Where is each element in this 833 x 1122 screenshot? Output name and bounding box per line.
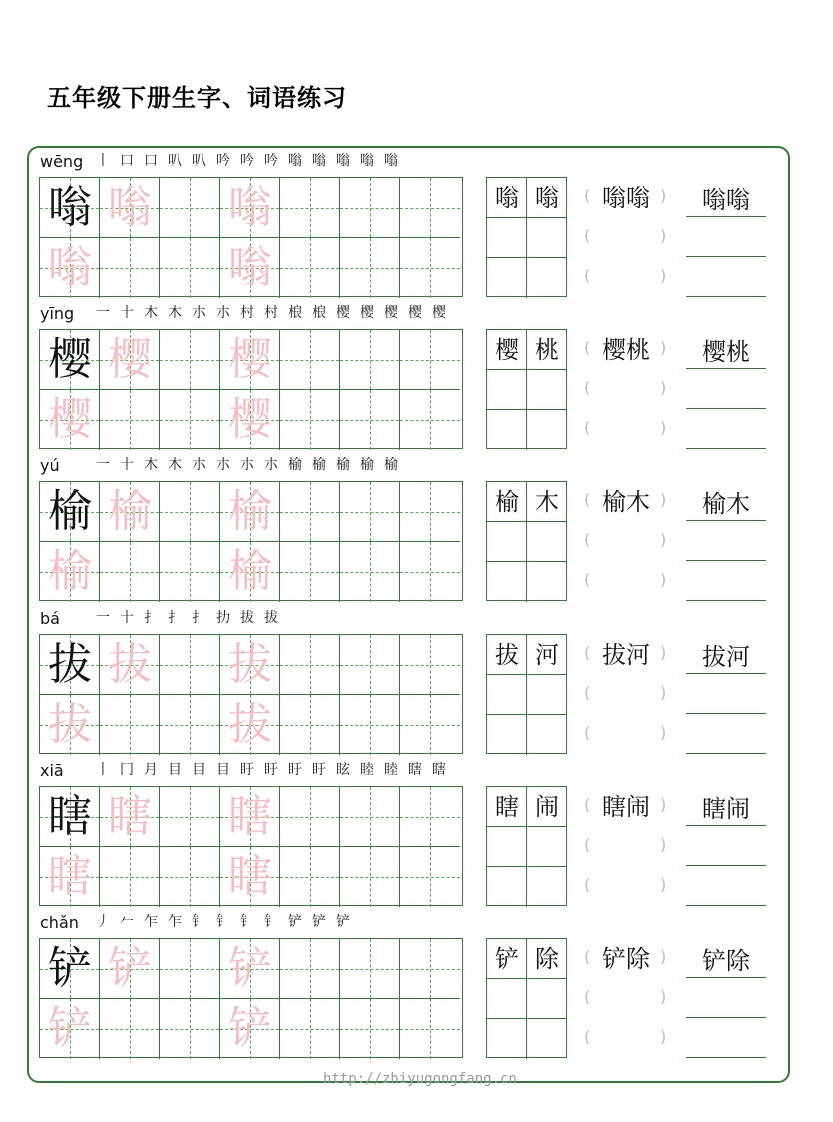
grid-cell[interactable] bbox=[400, 542, 460, 602]
grid-cell[interactable] bbox=[160, 635, 220, 695]
paren-close: ) bbox=[660, 570, 667, 589]
grid-cell[interactable] bbox=[160, 238, 220, 298]
model-char: 嗡 bbox=[48, 182, 92, 233]
word-cell[interactable] bbox=[527, 370, 567, 410]
grid-cell[interactable] bbox=[100, 847, 160, 907]
grid-cell[interactable] bbox=[100, 238, 160, 298]
stroke-step: 叭 bbox=[168, 153, 182, 169]
paren-close: ) bbox=[660, 378, 667, 397]
paren-open: ( bbox=[584, 338, 591, 357]
paren-close: ) bbox=[660, 490, 667, 509]
grid-cell[interactable] bbox=[280, 939, 340, 999]
paren-close: ) bbox=[660, 795, 667, 814]
trace-char: 拔 bbox=[228, 639, 272, 690]
answer-line[interactable] bbox=[686, 296, 766, 297]
word-cell[interactable] bbox=[527, 410, 567, 450]
paren-close: ) bbox=[660, 835, 667, 854]
stroke-step: 桹 bbox=[312, 305, 326, 321]
pinyin-label: chǎn bbox=[40, 913, 79, 932]
stroke-step: 拔 bbox=[264, 610, 278, 626]
model-char: 瞎 bbox=[48, 791, 92, 842]
answer-line[interactable] bbox=[686, 865, 766, 866]
stroke-order bbox=[92, 912, 354, 932]
stroke-step: 朩 bbox=[192, 457, 206, 473]
paren-open: ( bbox=[584, 1027, 591, 1046]
stroke-step: 钅 bbox=[264, 914, 278, 930]
word-grid[interactable] bbox=[486, 481, 567, 601]
grid-cell[interactable] bbox=[340, 542, 400, 602]
grid-cell[interactable] bbox=[340, 999, 400, 1059]
bracket-word: 铲除 bbox=[602, 945, 650, 973]
trace-char: 瞎 bbox=[228, 791, 272, 842]
answer-line[interactable] bbox=[686, 977, 766, 978]
grid-cell[interactable] bbox=[160, 847, 220, 907]
paren-close: ) bbox=[660, 987, 667, 1006]
answer-line[interactable] bbox=[686, 600, 766, 601]
grid-cell[interactable] bbox=[340, 847, 400, 907]
word-cell[interactable] bbox=[527, 867, 567, 907]
trace-char: 榆 bbox=[108, 486, 152, 537]
underline-word: 樱桃 bbox=[702, 338, 750, 366]
stroke-step: 盱 bbox=[312, 762, 326, 778]
grid-cell[interactable] bbox=[400, 635, 460, 695]
stroke-step: 榆 bbox=[312, 457, 326, 473]
stroke-step: 目 bbox=[216, 762, 230, 778]
word-char: 樱 bbox=[495, 336, 519, 364]
grid-cell[interactable] bbox=[340, 390, 400, 450]
trace-char: 铲 bbox=[228, 943, 272, 994]
stroke-step: 扌 bbox=[144, 610, 158, 626]
stroke-step: 嗡 bbox=[384, 153, 398, 169]
bracket-word: 瞎闹 bbox=[602, 793, 650, 821]
answer-line[interactable] bbox=[686, 256, 766, 257]
pinyin-label: yú bbox=[40, 456, 60, 475]
grid-cell[interactable] bbox=[280, 847, 340, 907]
model-char: 拔 bbox=[48, 639, 92, 690]
stroke-order bbox=[92, 760, 450, 780]
model-char: 铲 bbox=[48, 943, 92, 994]
stroke-step: 睦 bbox=[360, 762, 374, 778]
word-cell[interactable] bbox=[527, 715, 567, 755]
stroke-step: 钅 bbox=[216, 914, 230, 930]
stroke-step: 村 bbox=[264, 305, 278, 321]
writing-grid[interactable] bbox=[39, 481, 463, 601]
grid-cell[interactable] bbox=[160, 542, 220, 602]
pinyin-label: xiā bbox=[40, 761, 64, 780]
stroke-step: 朩 bbox=[216, 457, 230, 473]
stroke-step: 丨 bbox=[96, 153, 110, 169]
grid-cell[interactable] bbox=[400, 999, 460, 1059]
stroke-order bbox=[92, 455, 402, 475]
stroke-step: 目 bbox=[168, 762, 182, 778]
word-cell[interactable] bbox=[527, 258, 567, 298]
stroke-step: 盱 bbox=[264, 762, 278, 778]
underline-word: 铲除 bbox=[702, 947, 750, 975]
grid-cell[interactable] bbox=[280, 635, 340, 695]
stroke-step: 樱 bbox=[384, 305, 398, 321]
word-grid[interactable] bbox=[486, 634, 567, 754]
grid-cell[interactable] bbox=[160, 178, 220, 238]
stroke-step: 钅 bbox=[192, 914, 206, 930]
stroke-step: 榆 bbox=[288, 457, 302, 473]
stroke-step: 十 bbox=[120, 610, 134, 626]
stroke-step: 村 bbox=[240, 305, 254, 321]
grid-cell[interactable] bbox=[340, 695, 400, 755]
trace-char: 嗡 bbox=[48, 242, 92, 293]
grid-cell[interactable] bbox=[340, 787, 400, 847]
word-char: 瞎 bbox=[495, 793, 519, 821]
grid-cell[interactable] bbox=[160, 330, 220, 390]
stroke-step: 桹 bbox=[288, 305, 302, 321]
paren-open: ( bbox=[584, 378, 591, 397]
word-grid[interactable] bbox=[486, 786, 567, 906]
stroke-step: 一 bbox=[96, 305, 110, 321]
grid-cell[interactable] bbox=[400, 939, 460, 999]
stroke-step: 木 bbox=[168, 457, 182, 473]
stroke-step: 叭 bbox=[192, 153, 206, 169]
grid-cell[interactable] bbox=[400, 695, 460, 755]
trace-char: 樱 bbox=[48, 394, 92, 445]
word-char: 铲 bbox=[495, 945, 519, 973]
paren-close: ) bbox=[660, 947, 667, 966]
word-cell[interactable] bbox=[487, 522, 527, 562]
pinyin-label: wēng bbox=[40, 152, 84, 171]
underline-word: 瞎闹 bbox=[702, 795, 750, 823]
paren-open: ( bbox=[584, 875, 591, 894]
word-cell[interactable] bbox=[487, 370, 527, 410]
trace-char: 铲 bbox=[48, 1003, 92, 1054]
stroke-step: 朩 bbox=[240, 457, 254, 473]
answer-line[interactable] bbox=[686, 825, 766, 826]
grid-cell[interactable] bbox=[100, 999, 160, 1059]
word-cell[interactable] bbox=[487, 867, 527, 907]
grid-cell[interactable] bbox=[400, 847, 460, 907]
paren-open: ( bbox=[584, 683, 591, 702]
answer-line[interactable] bbox=[686, 713, 766, 714]
trace-char: 榆 bbox=[228, 546, 272, 597]
stroke-step: 朩 bbox=[192, 305, 206, 321]
char-section bbox=[0, 300, 833, 452]
word-cell[interactable] bbox=[487, 827, 527, 867]
stroke-step: 𠂉 bbox=[120, 914, 134, 930]
paren-close: ) bbox=[660, 683, 667, 702]
word-cell[interactable] bbox=[527, 979, 567, 1019]
stroke-step: 拔 bbox=[240, 610, 254, 626]
stroke-step: 一 bbox=[96, 457, 110, 473]
char-section bbox=[0, 909, 833, 1061]
word-cell[interactable] bbox=[527, 562, 567, 602]
writing-grid[interactable] bbox=[39, 786, 463, 906]
trace-char: 榆 bbox=[228, 486, 272, 537]
stroke-step: 嗡 bbox=[336, 153, 350, 169]
bracket-word: 拔河 bbox=[602, 641, 650, 669]
paren-open: ( bbox=[584, 643, 591, 662]
stroke-step: 铲 bbox=[312, 914, 326, 930]
paren-close: ) bbox=[660, 338, 667, 357]
grid-cell[interactable] bbox=[280, 390, 340, 450]
stroke-order bbox=[92, 151, 402, 171]
paren-open: ( bbox=[584, 490, 591, 509]
word-cell[interactable] bbox=[487, 1019, 527, 1059]
grid-cell[interactable] bbox=[280, 695, 340, 755]
word-cell[interactable] bbox=[487, 675, 527, 715]
word-char: 拔 bbox=[495, 641, 519, 669]
stroke-step: 樱 bbox=[408, 305, 422, 321]
writing-grid[interactable] bbox=[39, 634, 463, 754]
word-char: 闹 bbox=[535, 793, 559, 821]
char-section bbox=[0, 757, 833, 909]
word-cell[interactable] bbox=[527, 218, 567, 258]
word-char: 嗡 bbox=[495, 184, 519, 212]
char-section bbox=[0, 605, 833, 757]
grid-cell[interactable] bbox=[400, 330, 460, 390]
grid-cell[interactable] bbox=[400, 787, 460, 847]
pinyin-label: bá bbox=[40, 609, 60, 628]
grid-cell[interactable] bbox=[340, 238, 400, 298]
answer-line[interactable] bbox=[686, 1017, 766, 1018]
writing-grid[interactable] bbox=[39, 938, 463, 1058]
word-cell[interactable] bbox=[487, 258, 527, 298]
stroke-step: 榆 bbox=[360, 457, 374, 473]
stroke-step: 木 bbox=[168, 305, 182, 321]
grid-cell[interactable] bbox=[400, 390, 460, 450]
word-char: 榆 bbox=[495, 488, 519, 516]
grid-cell[interactable] bbox=[280, 787, 340, 847]
trace-char: 樱 bbox=[228, 334, 272, 385]
paren-close: ) bbox=[660, 723, 667, 742]
stroke-step: 十 bbox=[120, 305, 134, 321]
model-char: 樱 bbox=[48, 334, 92, 385]
stroke-step: 十 bbox=[120, 457, 134, 473]
answer-line[interactable] bbox=[686, 673, 766, 674]
stroke-step: 木 bbox=[144, 305, 158, 321]
grid-cell[interactable] bbox=[100, 542, 160, 602]
stroke-step: 口 bbox=[144, 153, 158, 169]
trace-char: 瞎 bbox=[108, 791, 152, 842]
trace-char: 拔 bbox=[48, 699, 92, 750]
grid-cell[interactable] bbox=[280, 482, 340, 542]
stroke-step: 榆 bbox=[336, 457, 350, 473]
word-char: 嗡 bbox=[535, 184, 559, 212]
answer-line[interactable] bbox=[686, 753, 766, 754]
paren-close: ) bbox=[660, 418, 667, 437]
stroke-step: 吟 bbox=[216, 153, 230, 169]
answer-line[interactable] bbox=[686, 1057, 766, 1058]
grid-cell[interactable] bbox=[100, 390, 160, 450]
paren-close: ) bbox=[660, 186, 667, 205]
stroke-step: 榆 bbox=[384, 457, 398, 473]
stroke-order bbox=[92, 608, 282, 628]
underline-word: 拔河 bbox=[702, 643, 750, 671]
answer-line[interactable] bbox=[686, 448, 766, 449]
trace-char: 拔 bbox=[228, 699, 272, 750]
grid-cell[interactable] bbox=[340, 178, 400, 238]
stroke-step: 月 bbox=[144, 762, 158, 778]
word-char: 河 bbox=[535, 641, 559, 669]
answer-line[interactable] bbox=[686, 368, 766, 369]
paren-close: ) bbox=[660, 266, 667, 285]
stroke-step: 樱 bbox=[432, 305, 446, 321]
word-cell[interactable] bbox=[527, 675, 567, 715]
paren-close: ) bbox=[660, 226, 667, 245]
stroke-step: 嗡 bbox=[312, 153, 326, 169]
trace-char: 铲 bbox=[228, 1003, 272, 1054]
word-cell[interactable] bbox=[487, 218, 527, 258]
stroke-step: 一 bbox=[96, 610, 110, 626]
stroke-step: 木 bbox=[144, 457, 158, 473]
grid-cell[interactable] bbox=[280, 238, 340, 298]
model-char: 榆 bbox=[48, 486, 92, 537]
stroke-step: 吟 bbox=[240, 153, 254, 169]
grid-cell[interactable] bbox=[280, 999, 340, 1059]
writing-grid[interactable] bbox=[39, 177, 463, 297]
grid-cell[interactable] bbox=[400, 178, 460, 238]
stroke-step: 樱 bbox=[336, 305, 350, 321]
stroke-step: 乍 bbox=[168, 914, 182, 930]
paren-open: ( bbox=[584, 266, 591, 285]
trace-char: 铲 bbox=[108, 943, 152, 994]
stroke-step: 丨 bbox=[96, 762, 110, 778]
word-grid[interactable] bbox=[486, 177, 567, 297]
grid-cell[interactable] bbox=[280, 330, 340, 390]
grid-cell[interactable] bbox=[280, 178, 340, 238]
stroke-step: 盱 bbox=[240, 762, 254, 778]
stroke-step: 扌 bbox=[192, 610, 206, 626]
footer-url: http://zhiyugongfang.cn bbox=[323, 1071, 517, 1087]
paren-open: ( bbox=[584, 987, 591, 1006]
grid-cell[interactable] bbox=[340, 939, 400, 999]
paren-open: ( bbox=[584, 795, 591, 814]
paren-open: ( bbox=[584, 226, 591, 245]
bracket-word: 樱桃 bbox=[602, 336, 650, 364]
trace-char: 樱 bbox=[108, 334, 152, 385]
paren-open: ( bbox=[584, 418, 591, 437]
answer-line[interactable] bbox=[686, 905, 766, 906]
answer-line[interactable] bbox=[686, 408, 766, 409]
word-char: 桃 bbox=[535, 336, 559, 364]
stroke-step: 乍 bbox=[144, 914, 158, 930]
paren-open: ( bbox=[584, 835, 591, 854]
grid-cell[interactable] bbox=[160, 939, 220, 999]
word-cell[interactable] bbox=[527, 1019, 567, 1059]
word-cell[interactable] bbox=[527, 827, 567, 867]
stroke-step: 嗡 bbox=[288, 153, 302, 169]
grid-cell[interactable] bbox=[160, 695, 220, 755]
grid-cell[interactable] bbox=[400, 238, 460, 298]
paren-open: ( bbox=[584, 947, 591, 966]
trace-char: 嗡 bbox=[108, 182, 152, 233]
trace-char: 嗡 bbox=[228, 242, 272, 293]
trace-char: 拔 bbox=[108, 639, 152, 690]
stroke-step: 口 bbox=[120, 153, 134, 169]
word-grid[interactable] bbox=[486, 938, 567, 1058]
bracket-word: 榆木 bbox=[602, 488, 650, 516]
stroke-step: 扌 bbox=[168, 610, 182, 626]
underline-word: 嗡嗡 bbox=[702, 186, 750, 214]
word-cell[interactable] bbox=[487, 562, 527, 602]
stroke-step: 瞎 bbox=[408, 762, 422, 778]
stroke-step: 铲 bbox=[336, 914, 350, 930]
stroke-step: 冂 bbox=[120, 762, 134, 778]
paren-close: ) bbox=[660, 1027, 667, 1046]
paren-open: ( bbox=[584, 186, 591, 205]
stroke-step: 丿 bbox=[96, 914, 110, 930]
word-cell[interactable] bbox=[487, 715, 527, 755]
stroke-step: 朩 bbox=[216, 305, 230, 321]
stroke-step: 铲 bbox=[288, 914, 302, 930]
grid-cell[interactable] bbox=[340, 482, 400, 542]
pinyin-label: yīng bbox=[40, 304, 75, 323]
paren-open: ( bbox=[584, 723, 591, 742]
stroke-step: 盱 bbox=[288, 762, 302, 778]
stroke-step: 瞎 bbox=[432, 762, 446, 778]
stroke-step: 钅 bbox=[240, 914, 254, 930]
paren-open: ( bbox=[584, 530, 591, 549]
stroke-order bbox=[92, 303, 450, 323]
stroke-step: 眩 bbox=[336, 762, 350, 778]
trace-char: 瞎 bbox=[228, 851, 272, 902]
char-section bbox=[0, 148, 833, 300]
paren-close: ) bbox=[660, 875, 667, 894]
answer-line[interactable] bbox=[686, 520, 766, 521]
grid-cell[interactable] bbox=[340, 330, 400, 390]
stroke-step: 朩 bbox=[264, 457, 278, 473]
grid-cell[interactable] bbox=[160, 787, 220, 847]
answer-line[interactable] bbox=[686, 560, 766, 561]
paren-close: ) bbox=[660, 643, 667, 662]
writing-grid[interactable] bbox=[39, 329, 463, 449]
grid-cell[interactable] bbox=[160, 482, 220, 542]
grid-cell[interactable] bbox=[280, 542, 340, 602]
trace-char: 樱 bbox=[228, 394, 272, 445]
word-grid[interactable] bbox=[486, 329, 567, 449]
answer-line[interactable] bbox=[686, 216, 766, 217]
stroke-step: 扐 bbox=[216, 610, 230, 626]
stroke-step: 睦 bbox=[384, 762, 398, 778]
word-char: 木 bbox=[535, 488, 559, 516]
trace-char: 榆 bbox=[48, 546, 92, 597]
word-char: 除 bbox=[535, 945, 559, 973]
trace-char: 嗡 bbox=[228, 182, 272, 233]
paren-open: ( bbox=[584, 570, 591, 589]
grid-cell[interactable] bbox=[100, 695, 160, 755]
stroke-step: 樱 bbox=[360, 305, 374, 321]
stroke-step: 目 bbox=[192, 762, 206, 778]
trace-char: 瞎 bbox=[48, 851, 92, 902]
page-title: 五年级下册生字、词语练习 bbox=[47, 84, 347, 112]
bracket-word: 嗡嗡 bbox=[602, 184, 650, 212]
grid-cell[interactable] bbox=[340, 635, 400, 695]
word-cell[interactable] bbox=[487, 410, 527, 450]
grid-cell[interactable] bbox=[160, 390, 220, 450]
stroke-step: 吟 bbox=[264, 153, 278, 169]
grid-cell[interactable] bbox=[160, 999, 220, 1059]
word-cell[interactable] bbox=[487, 979, 527, 1019]
grid-cell[interactable] bbox=[400, 482, 460, 542]
word-cell[interactable] bbox=[527, 522, 567, 562]
stroke-step: 嗡 bbox=[360, 153, 374, 169]
paren-close: ) bbox=[660, 530, 667, 549]
char-section bbox=[0, 452, 833, 604]
underline-word: 榆木 bbox=[702, 490, 750, 518]
